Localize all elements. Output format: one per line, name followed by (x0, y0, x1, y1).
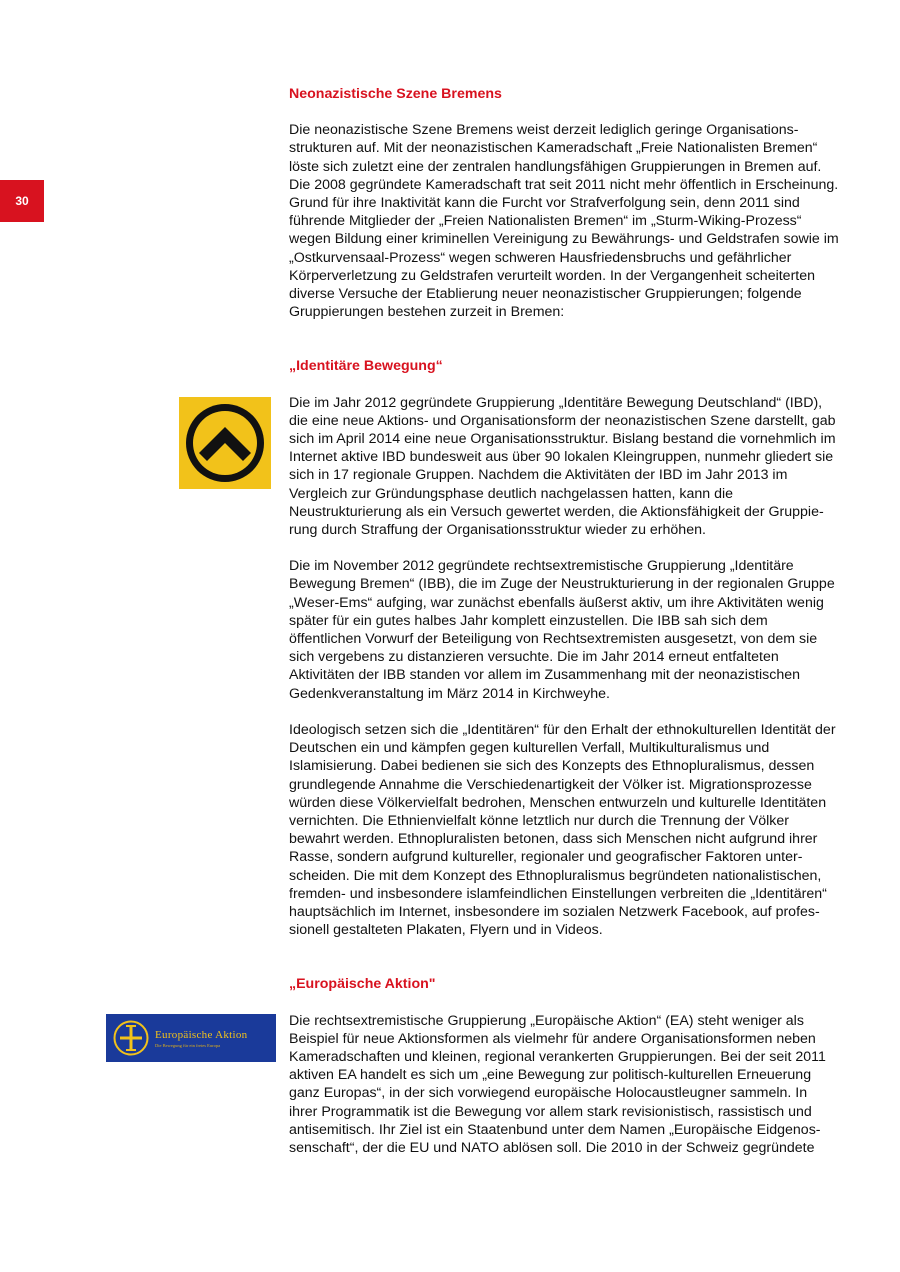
europaeische-aktion-logo (106, 1014, 276, 1062)
paragraph-ibd: Die im Jahr 2012 gegründete Gruppierung „Identitäre Bewegung Deutschland“ (IBD), die eine neue Aktions- und Organisationsform der neonazistischen Szene darstellt, gab sich im April 2014 eine neue Organisationsstruktur. Bislang bestand die vornehmlich im Internet aktive IBD bundesweit aus über 90 lokalen Kleingruppen, nunmehr gliedert sie sich in 17 regionale Gruppen. Nachdem die Aktivitäten der IBD im Jahr 2013 im Vergleich zur Gründungsphase deutlich nachgelassen hatten, kann die Neustrukturierung als ein Versuch gewertet werden, die Aktionsfähigkeit der Gruppierung durch Straffung der Organisationsstruktur wieder zu erhöhen. (289, 394, 836, 539)
section-heading-europaeische-aktion: „Europäische Aktion" (289, 976, 436, 993)
ea-logo-title: Europäische Aktion (155, 1028, 248, 1041)
paragraph-ibb: Die im November 2012 gegründete rechtsextremistische Gruppierung „Identitäre Bewegung Bremen“ (IBB), die im Zuge der Neustrukturierung in der regionalen Gruppe „Weser-Ems“ aufging, war zunächst ebenfalls äußerst aktiv, um ihre Aktivitäten wenig später für ein gutes halbes Jahr komplett einzustellen. Die IBB sah sich dem öffentlichen Vorwurf der Beteiligung von Rechtsextremisten ausgesetzt, von dem sie sich vergebens zu distanzieren versuchte. Die im Jahr 2014 erneut entfalteten Aktivitäten der IBB standen vor allem im Zusammenhang mit der neonazistischen Gedenkveranstaltung im März 2014 in Kirchweyhe. (289, 558, 835, 702)
paragraph-ideologie: Ideologisch setzen sich die „Identitären“ für den Erhalt der ethnokulturellen Identität der Deutschen ein und kämpfen gegen kulturellen Verfall, Multikulturalismus und Islamisierung. Dabei bedienen sie sich des Konzepts des Ethnopluralismus, dessen grundlegende Annahme die Verschiedenartigkeit der Völker ist. Migrationsprozesse würden diese Völkervielfalt bedrohen, Menschen entwurzeln und kulturelle Identitäten vernichten. Die Ethnienvielfalt könne letztlich nur durch die Trennung der Völker bewahrt werden. Ethnopluralisten betonen, dass sich Menschen nicht aufgrund ihrer Rasse, sondern aufgrund kultureller, regionaler und geografischer Faktoren unterscheiden. Die mit dem Konzept des Ethnopluralismus begründeten nationalistischen, fremden- und insbesondere islamfeindlichen Einstellungen verbreiten die „Identitären“ hauptsächlich im Internet, insbesondere im sozialen Netzwerk Facebook, auf professionell gestalteten Plakaten, Flyern und in Videos. (289, 721, 836, 939)
section-heading-neonazistische-szene: Neonazistische Szene Bremens (289, 86, 502, 102)
main-content (289, 85, 839, 1157)
page-number-tab (0, 180, 44, 222)
lambda-icon (179, 397, 271, 489)
section-heading-identitaere-bewegung: „Identitäre Bewegung“ (289, 358, 443, 375)
identitaere-bewegung-logo (179, 397, 271, 489)
cross-emblem-icon (112, 1019, 150, 1057)
paragraph-ea: Die rechtsextremistische Gruppierung „Europäische Aktion“ (EA) steht weniger als Beispiel für neue Aktionsformen als vielmehr für andere Organisationsformen neben Kameradschaften und kleinen, regional verankerten Gruppierungen. Bei der seit 2011 aktiven EA handelt es sich um „eine Bewegung zur politisch-kulturellen Erneuerung ganz Europas“, in der sich vorwiegend europäische Holocaustleugner sammeln. In ihrer Programmatik ist die Bewegung vor allem stark revisionistisch, rassistisch und antisemitisch. Ihr Ziel ist ein Staatenbund unter dem Namen „Europäische Eidgenossenschaft“, der die EU und NATO ablösen soll. Die 2010 in der Schweiz gegründete (289, 1012, 826, 1156)
page-number: 30 (15, 194, 29, 208)
paragraph-szene-bremens: Die neonazistische Szene Bremens weist derzeit lediglich geringe Organisationsstrukturen auf. Mit der neonazistischen Kameradschaft „Freie Nationalisten Bremen“ löste sich zuletzt eine der zentralen handlungsfähigen Gruppierungen in Bremen auf. Die 2008 gegründete Kameradschaft trat seit 2011 nicht mehr öffentlich in Erscheinung. Grund für ihre Inaktivität kann die Furcht vor Strafverfolgung sein, denn 2011 sind führende Mitglieder der „Freien Nationalisten Bremen“ im „Sturm-Wiking-Prozess“ wegen Bildung einer kriminellen Vereinigung zu Bewährungs- und Geldstrafen sowie im „Ostkurvensaal-Prozess“ wegen schweren Hausfriedensbruchs und gefährlicher Körperverletzung zu Geldstrafen verurteilt worden. In der Vergangenheit scheiterten diverse Versuche der Etablierung neuer neonazistischer Gruppierungen; folgende Gruppierungen bestehen zurzeit in Bremen: (289, 122, 839, 321)
ea-logo-text (155, 1029, 247, 1048)
ea-logo-subtitle: Die Bewegung für ein freies Europa (155, 1042, 221, 1048)
